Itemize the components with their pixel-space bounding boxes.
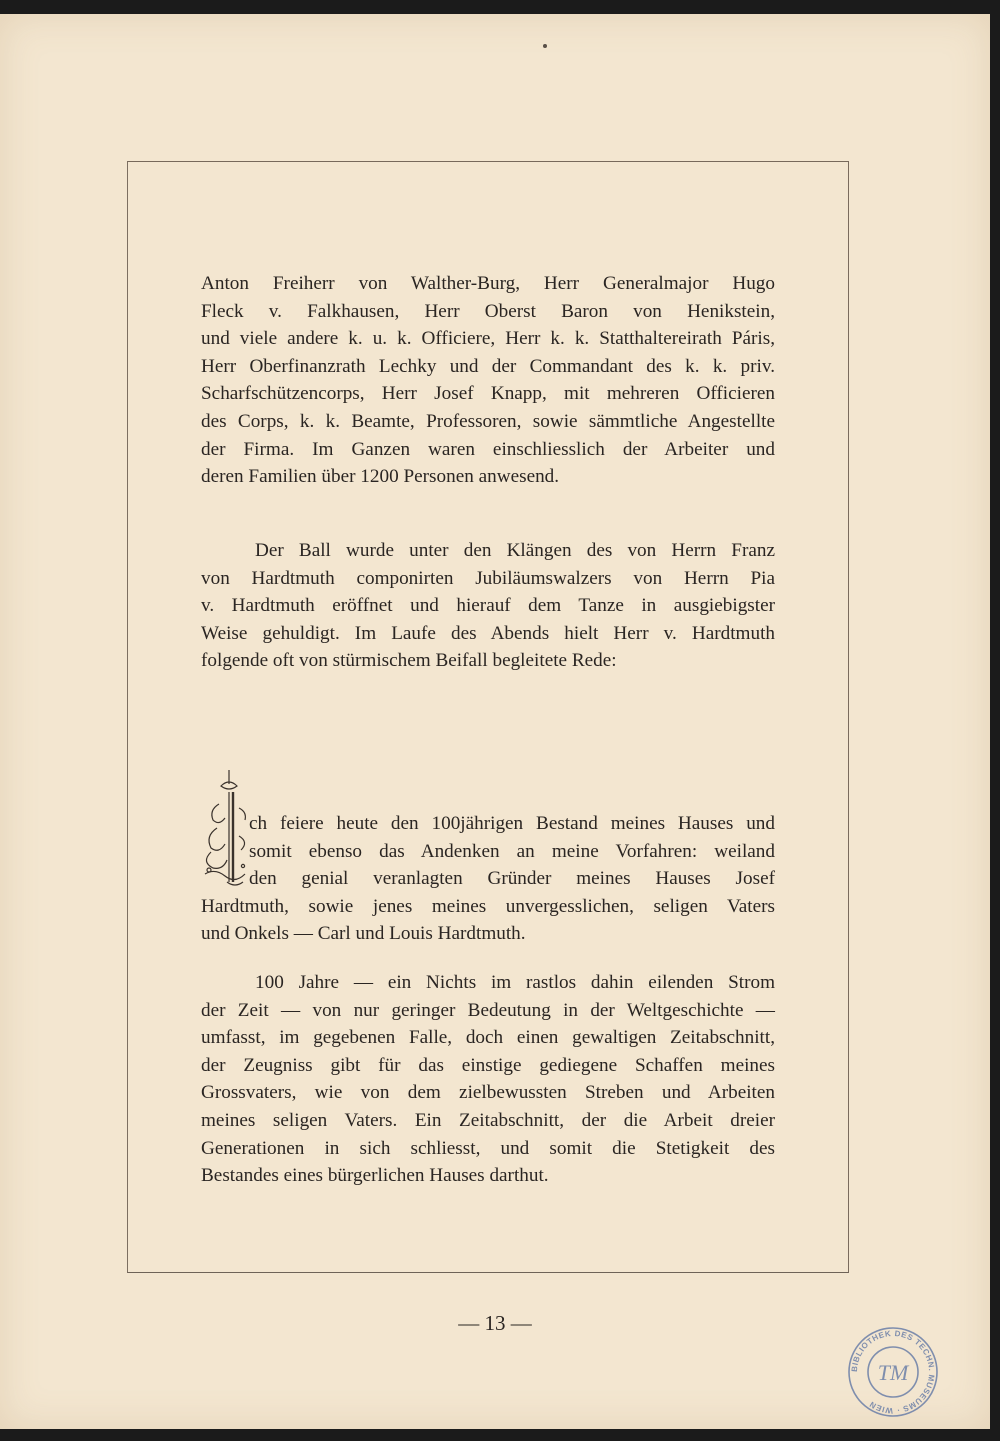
text-line: v. Hardtmuth eröffnet und hierauf dem Tanze in ausgiebigster [201, 595, 775, 617]
document-page [0, 14, 990, 1429]
paragraph-ball [201, 537, 775, 675]
text-line: von Hardtmuth componirten Jubiläumswalzers von Herrn Pia [201, 567, 775, 589]
text-line: Grossvaters, wie von dem zielbewussten Streben und Arbeiten [201, 1082, 775, 1104]
ink-speck [543, 44, 547, 48]
text-line: Herr Oberfinanzrath Lechky und der Commandant des k. k. priv. [201, 355, 775, 377]
text-line: folgende oft von stürmischem Beifall begleitete Rede: [201, 650, 617, 672]
text-line: der Zeit — von nur geringer Bedeutung in der Weltgeschichte — [201, 999, 775, 1021]
paragraph-guests [201, 270, 775, 491]
text-line: der Firma. Im Ganzen waren einschliesslich der Arbeiter und [201, 438, 775, 460]
text-line: somit ebenso das Andenken an meine Vorfahren: weiland [249, 840, 775, 862]
stamp-ring-text: BIBLIOTHEK DES TECHN. MUSEUMS · WIEN [849, 1328, 937, 1416]
paragraph-speech-opening [201, 810, 775, 948]
stamp-monogram: TM [877, 1360, 909, 1385]
text-line: umfasst, im gegebenen Falle, doch einen gewaltigen Zeitabschnitt, [201, 1027, 775, 1049]
text-line: Fleck v. Falkhausen, Herr Oberst Baron von Henikstein, [201, 300, 775, 322]
text-line: Anton Freiherr von Walther-Burg, Herr Generalmajor Hugo [201, 273, 775, 294]
text-line: und Onkels — Carl und Louis Hardtmuth. [201, 923, 526, 945]
text-line: Der Ball wurde unter den Klängen des von Herrn Franz [255, 540, 775, 561]
text-line: Hardtmuth, sowie jenes meines unvergesslichen, seligen Vaters [201, 895, 775, 917]
text-line: Bestandes eines bürgerlichen Hauses darthut. [201, 1165, 549, 1187]
text-line: Scharfschützencorps, Herr Josef Knapp, mit mehreren Officieren [201, 383, 775, 405]
text-line: Generationen in sich schliesst, und somit die Stetigkeit des [201, 1137, 775, 1159]
paragraph-hundred-years [201, 969, 775, 1190]
text-line: meines seligen Vaters. Ein Zeitabschnitt, der die Arbeit dreier [201, 1109, 775, 1131]
library-stamp-icon [845, 1324, 941, 1420]
text-line: der Zeugniss gibt für das einstige gediegene Schaffen meines [201, 1054, 775, 1076]
ornamental-initial-i-icon [199, 770, 249, 892]
text-line: und viele andere k. u. k. Officiere, Herr k. k. Statthaltereirath Páris, [201, 328, 775, 350]
text-line: Weise gehuldigt. Im Laufe des Abends hielt Herr v. Hardtmuth [201, 622, 775, 644]
text-line: deren Familien über 1200 Personen anwesend. [201, 466, 560, 488]
page-number: — 13 — [458, 1311, 532, 1335]
text-line: 100 Jahre — ein Nichts im rastlos dahin eilenden Strom [255, 972, 775, 993]
text-line: ch feiere heute den 100jährigen Bestand meines Hauses und [249, 813, 775, 834]
text-line: des Corps, k. k. Beamte, Professoren, sowie sämmtliche Angestellte [201, 410, 775, 432]
text-line: den genial veranlagten Gründer meines Hauses Josef [249, 868, 775, 890]
